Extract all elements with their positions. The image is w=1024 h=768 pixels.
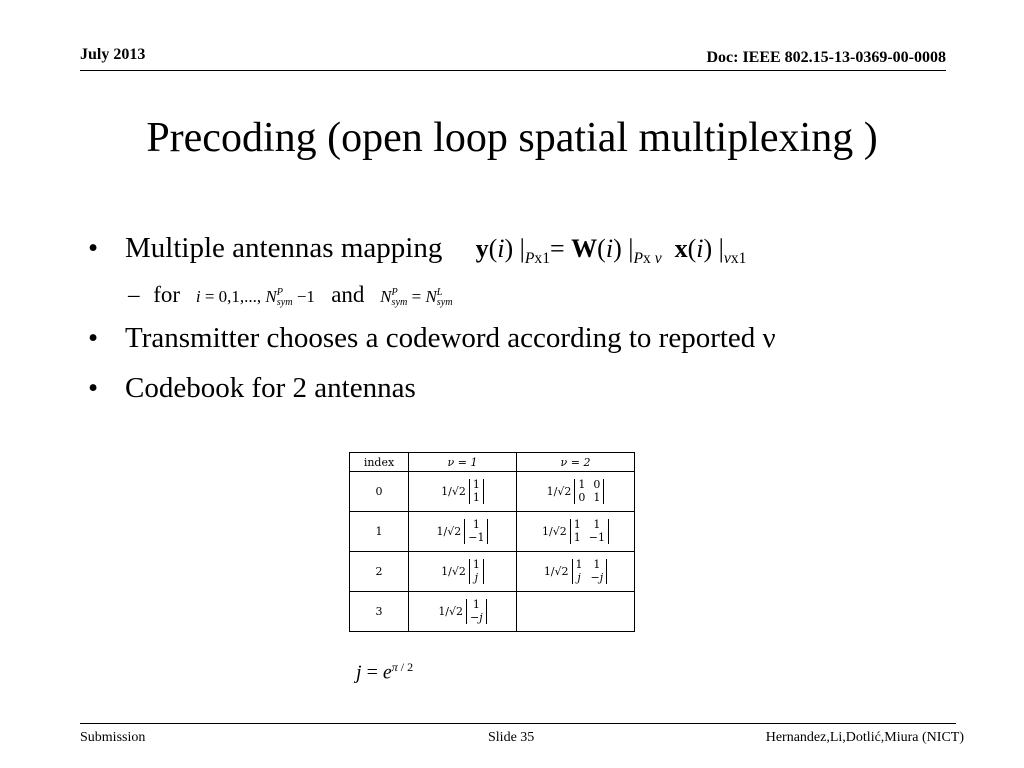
vector-element: 1 — [472, 517, 480, 531]
for-label: for — [153, 282, 181, 307]
footer-divider — [80, 723, 956, 724]
table-row — [350, 472, 635, 512]
matrix-element: 1 — [575, 557, 583, 571]
bullet-text: Codebook for 2 antennas — [125, 372, 416, 404]
bullet-marker: • — [88, 322, 99, 354]
matrix-element: j — [577, 570, 581, 584]
column-vector — [464, 519, 488, 544]
column-vector — [469, 479, 484, 504]
header-nu2: ν = 2 — [517, 453, 635, 472]
mapping-equation: y(i) $|_{Px1}= W(i)$ $|_{Px \nu}$ x(i) $|_{\nu x1}$ — [475, 234, 747, 268]
scale-factor: 1/√2 — [438, 605, 464, 618]
header-divider — [80, 70, 946, 71]
bullet-text: Transmitter chooses a codeword according to reported ν — [125, 322, 776, 354]
matrix — [572, 559, 608, 584]
table-row — [350, 552, 635, 592]
cell-nu1 — [409, 512, 517, 552]
header-date: July 2013 — [80, 46, 146, 63]
scale-factor: 1/√2 — [546, 485, 572, 498]
slide-title: Precoding (open loop spatial multiplexing ) — [146, 115, 878, 161]
matrix — [574, 479, 604, 504]
scale-factor: 1/√2 — [441, 565, 466, 578]
scale-factor: 1/√2 — [543, 565, 569, 578]
table-row — [350, 592, 635, 632]
vector-element: 1 — [472, 557, 480, 571]
bullet-marker: • — [88, 232, 99, 264]
sub-bullet-conditions — [128, 282, 453, 308]
codebook-table — [349, 452, 635, 632]
column-vector — [469, 559, 484, 584]
scale-factor: 1/√2 — [441, 485, 466, 498]
matrix-element: −j — [590, 570, 604, 584]
matrix-element: 1 — [593, 490, 601, 504]
header-doc-id: Doc: IEEE 802.15-13-0369-00-0008 — [706, 49, 946, 66]
matrix-element: 1 — [593, 557, 601, 571]
scale-factor: 1/√2 — [542, 525, 567, 538]
table-row — [350, 512, 635, 552]
cell-nu2-empty — [517, 592, 635, 632]
bullet-codeword-choice — [88, 322, 776, 355]
footer-authors: Hernandez,Li,Dotlić,Miura (NICT) — [765, 730, 964, 745]
bullet-text: Multiple antennas mapping — [125, 232, 443, 264]
cell-nu2 — [517, 552, 635, 592]
matrix-element: 1 — [573, 517, 581, 531]
cell-nu1 — [409, 592, 517, 632]
matrix-element: 1 — [573, 530, 581, 544]
matrix — [570, 519, 609, 544]
row-index: 1 — [350, 512, 409, 552]
vector-element: −j — [470, 610, 483, 624]
scale-factor: 1/√2 — [436, 525, 462, 538]
j-definition-formula: $j = e^{\pi / 2}$ — [356, 660, 414, 684]
vector-element: 1 — [472, 477, 480, 491]
cell-nu1 — [409, 472, 517, 512]
row-index: 2 — [350, 552, 409, 592]
bullet-antenna-mapping — [88, 232, 746, 268]
cell-nu2 — [517, 472, 635, 512]
column-vector — [466, 599, 487, 624]
bullet-marker: • — [88, 372, 99, 404]
vector-element: 1 — [472, 490, 480, 504]
matrix-element: −1 — [588, 530, 605, 544]
footer-submission: Submission — [80, 730, 146, 745]
row-index: 3 — [350, 592, 409, 632]
matrix-element: 1 — [578, 477, 586, 491]
and-label: and — [331, 282, 365, 307]
footer-slide-number: Slide 35 — [488, 730, 535, 745]
sub-bullet-marker: – — [128, 282, 140, 307]
matrix-element: 1 — [593, 517, 601, 531]
bullet-codebook — [88, 372, 416, 405]
index-range-formula: i = 0,1,..., N P sym −1 — [195, 287, 320, 309]
symbol-count-formula: N P sym = N L sym — [380, 287, 453, 309]
matrix-element: 0 — [593, 477, 601, 491]
vector-element: 1 — [472, 597, 480, 611]
cell-nu1 — [409, 552, 517, 592]
matrix-element: 0 — [578, 490, 586, 504]
vector-element: −1 — [468, 530, 485, 544]
vector-element: j — [474, 570, 479, 584]
header-index: index — [350, 453, 409, 472]
cell-nu2 — [517, 512, 635, 552]
row-index: 0 — [350, 472, 409, 512]
header-nu1: ν = 1 — [409, 453, 517, 472]
